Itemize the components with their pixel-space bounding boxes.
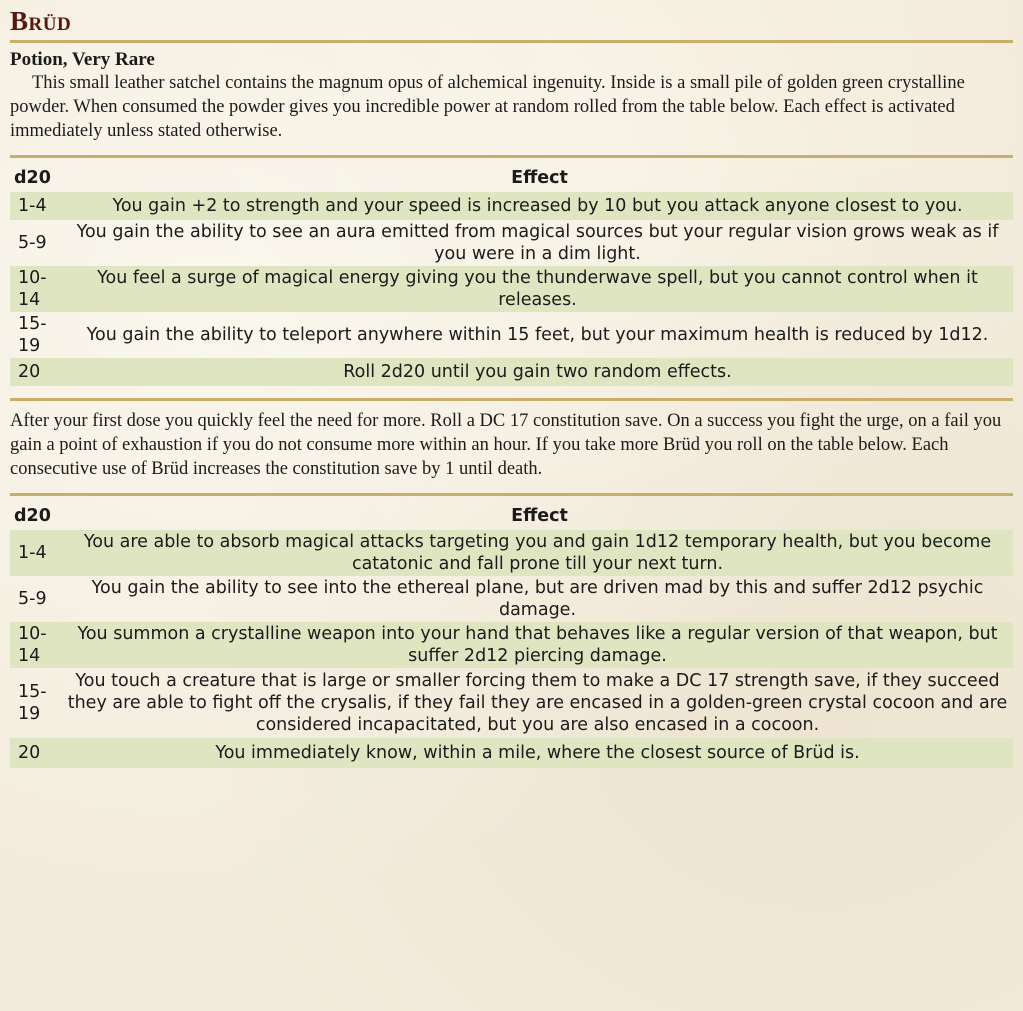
table2-header-d20: d20 [14, 506, 51, 526]
item-description: This small leather satchel contains the magnum opus of alchemical ingenuity. Inside is a small pile of golden green crystalline powder. When consumed the powder gives you incredible power at random rolled from the table below. Each effect is activated immediately unless stated otherwise. [10, 73, 965, 141]
table1-row [10, 192, 1013, 220]
roll-range: 5-9 [18, 589, 47, 609]
title-divider [10, 40, 1013, 43]
item-subtitle: Potion, Very Rare [10, 49, 155, 70]
effect-text: You gain the ability to see into the ethereal plane, but are driven mad by this and suffer 2d12 psychic damage. [91, 578, 984, 620]
effect-text: You gain the ability to see an aura emitted from magical sources but your regular vision grows weak as if you were in a dim light. [76, 222, 999, 264]
table1-row [10, 220, 1013, 266]
roll-range: 1-4 [10, 192, 66, 220]
effect-text: You gain the ability to teleport anywhere within 15 feet, but your maximum health is reduced by 1d12. [86, 325, 989, 345]
roll-range: 15-19 [18, 682, 47, 724]
table2-row [10, 622, 1013, 668]
roll-range: 1-4 [10, 530, 66, 576]
table2-row [10, 738, 1013, 768]
effect-text: You touch a creature that is large or smaller forcing them to make a DC 17 strength save, if they succeed they are able to fight off the crysalis, if they fail they are encased in a golden-green crystal cocoon and are considered incapacitated, but you are also encased in a cocoon. [67, 671, 1008, 735]
roll-range: 20 [10, 738, 66, 768]
effects-table-1 [10, 164, 1013, 386]
effect-text: You gain +2 to strength and your speed is increased by 10 but you attack anyone closest to you. [66, 192, 1013, 220]
effect-text: You immediately know, within a mile, where the closest source of Brüd is. [66, 738, 1013, 768]
table1-row [10, 358, 1013, 386]
table1-top-rule [10, 155, 1013, 158]
roll-range: 20 [10, 358, 66, 386]
table2-row [10, 530, 1013, 576]
roll-range: 5-9 [18, 233, 47, 253]
effect-text: Roll 2d20 until you gain two random effects. [66, 358, 1013, 386]
roll-range: 10-14 [10, 266, 66, 312]
table2-row [10, 668, 1013, 738]
table2-row [10, 576, 1013, 622]
table1-row [10, 312, 1013, 358]
table1-row [10, 266, 1013, 312]
table1-header-d20: d20 [14, 168, 51, 188]
addiction-paragraph: After your first dose you quickly feel the need for more. Roll a DC 17 constitution save. On a success you fight the urge, on a fail you gain a point of exhaustion if you do not consume more within an hour. If you take more Brüd you roll on the table below. Each consecutive use of Brüd increases the constitution save by 1 until death. [10, 411, 1002, 479]
roll-range: 15-19 [18, 314, 47, 356]
table2-header-row [10, 502, 1013, 530]
table2-top-rule [10, 493, 1013, 496]
effects-table-2 [10, 502, 1013, 768]
effect-text: You feel a surge of magical energy giving you the thunderwave spell, but you cannot control when it releases. [66, 266, 1013, 312]
effect-text: You summon a crystalline weapon into your hand that behaves like a regular version of that weapon, but suffer 2d12 piercing damage. [66, 622, 1013, 668]
table1-header-effect: Effect [511, 168, 568, 188]
roll-range: 10-14 [10, 622, 66, 668]
table2-header-effect: Effect [511, 506, 568, 526]
item-title: Brüd [10, 6, 72, 36]
effect-text: You are able to absorb magical attacks targeting you and gain 1d12 temporary health, but you become catatonic and fall prone till your next turn. [66, 530, 1013, 576]
table1-header-row [10, 164, 1013, 192]
